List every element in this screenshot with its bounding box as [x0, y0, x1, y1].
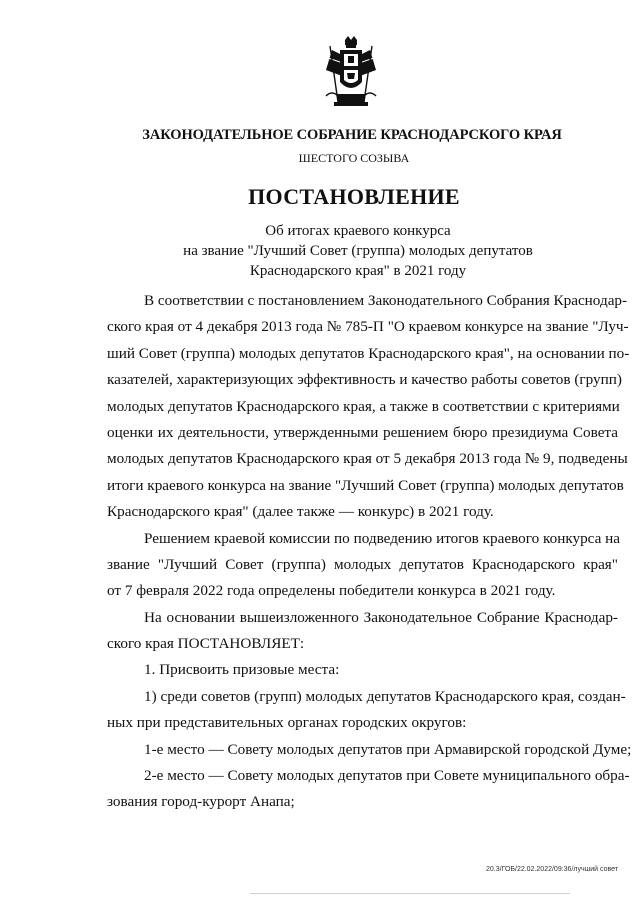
subject-line: Краснодарского края" в 2021 году [249, 263, 467, 279]
body-line: Краснодарского края" (далее также — конкурс) в 2021 году. [107, 503, 494, 521]
body-line: от 7 февраля 2022 года определены победители конкурса в 2021 году. [107, 582, 556, 600]
body-line: В соответствии с постановлением Законодательного Собрания Краснодар- [144, 292, 628, 309]
body-line: 1) среди советов (групп) молодых депутатов Краснодарского края, создан- [144, 687, 626, 705]
body-line: 1. Присвоить призовые места: [144, 661, 340, 679]
body-line: На основании вышеизложенного Законодательное Собрание Краснодар- [144, 608, 618, 626]
body-line: 2-е место — Совету молодых депутатов при Совете муниципального обра- [144, 767, 630, 785]
body-line: ского края от 4 декабря 2013 года № 785-П "О краевом конкурсе на звание "Луч- [107, 318, 629, 336]
body-line: казателей, характеризующих эффективность и качество работы советов (групп) [107, 371, 622, 389]
body-line: ных при представительных органах городских округов: [107, 714, 467, 732]
body-line: молодых депутатов Краснодарского края, а также в соответствии с критериями [107, 397, 620, 415]
body-line: ского края ПОСТАНОВЛЯЕТ: [107, 635, 305, 653]
body-line: оценки их деятельности, утвержденными решением бюро президиума Совета [107, 423, 618, 441]
subject-line: на звание "Лучший Совет (группа) молодых депутатов [183, 243, 533, 259]
document-subject [0, 221, 640, 281]
coat-of-arms-icon [318, 36, 384, 110]
body-line: Решением краевой комиссии по подведению итогов краевого конкурса на [144, 529, 621, 547]
document-body [107, 288, 632, 816]
organization-name: ЗАКОНОДАТЕЛЬНОЕ СОБРАНИЕ КРАСНОДАРСКОГО КРАЯ [142, 127, 562, 143]
body-line: зования город-курорт Анапа; [107, 793, 295, 811]
scan-edge-divider [250, 893, 570, 894]
body-line: молодых депутатов Краснодарского края от 5 декабря 2013 года № 9, подведены [107, 450, 628, 468]
body-line: звание "Лучший Совет (группа) молодых депутатов Краснодарского края" [107, 555, 618, 573]
subject-line: Об итогах краевого конкурса [265, 223, 451, 239]
convocation-label: ШЕСТОГО СОЗЫВА [298, 151, 410, 165]
document-footer-code: 20.3/ГОБ/22.02.2022/09:36/лучший совет [486, 866, 618, 873]
document-type-title: ПОСТАНОВЛЕНИЕ [248, 184, 460, 209]
body-line: итоги краевого конкурса на звание "Лучший Совет (группа) молодых депутатов [107, 476, 624, 494]
body-line: ший Совет (группа) молодых депутатов Краснодарского края", на основании по- [107, 344, 630, 362]
body-line: 1-е место — Совету молодых депутатов при Армавирской городской Думе; [144, 740, 632, 758]
